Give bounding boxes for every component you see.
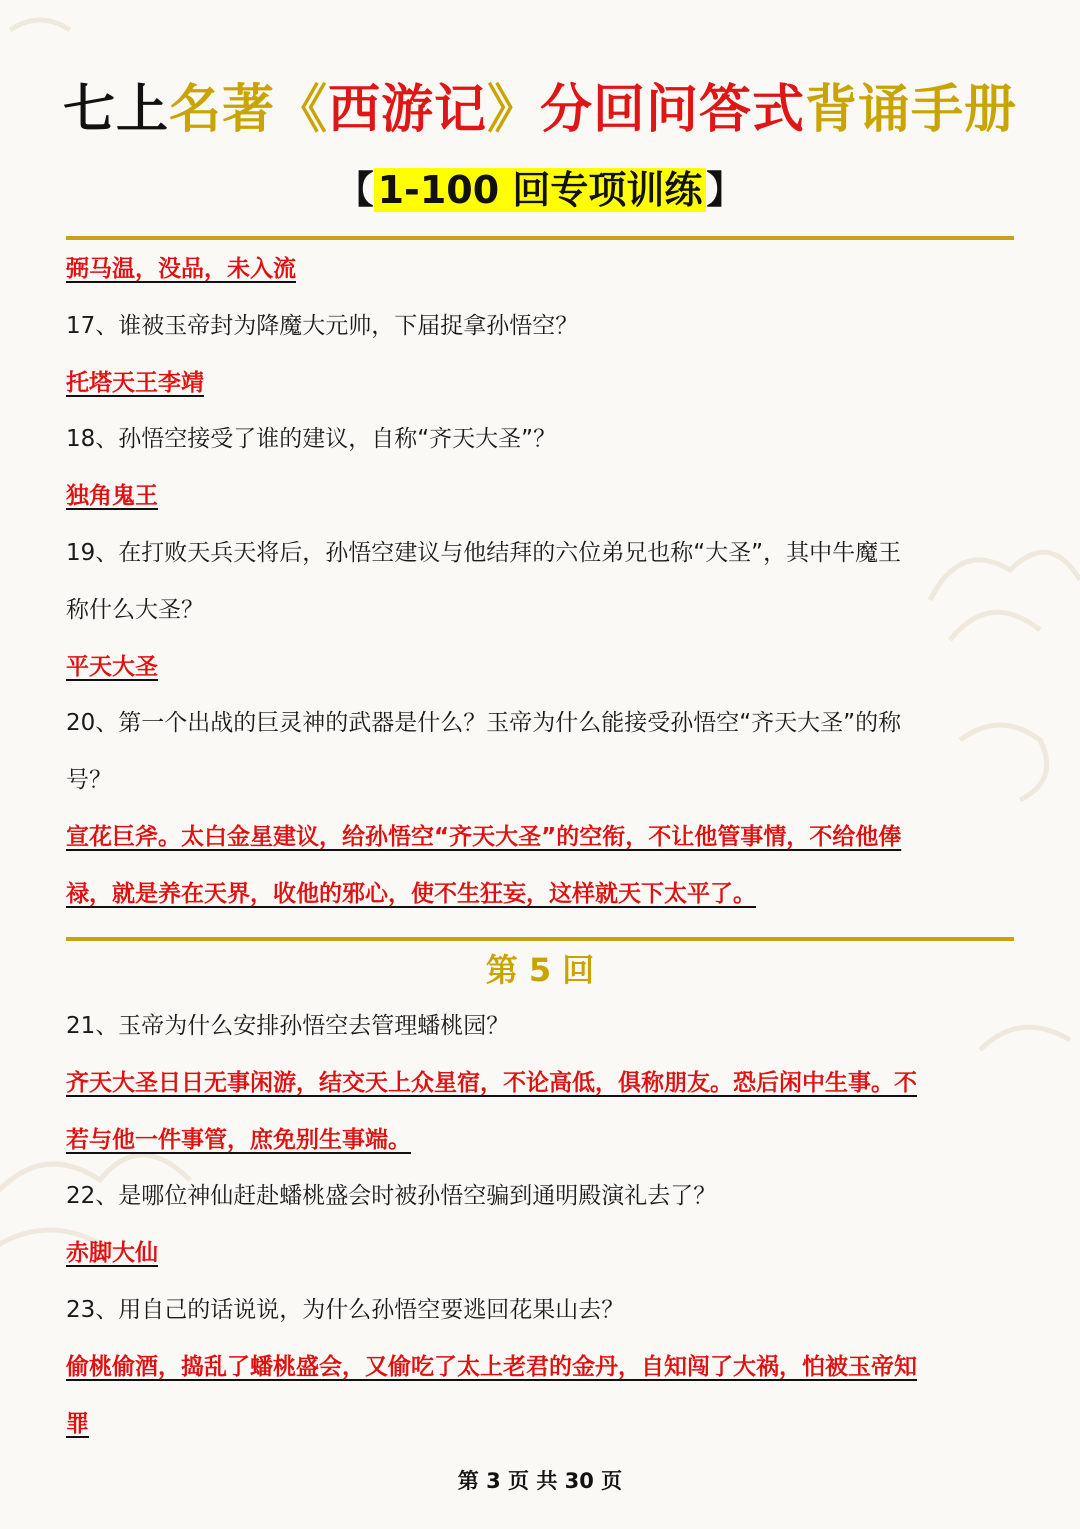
question-17: 17、谁被玉帝封为降魔大元帅，下届捉拿孙悟空？ — [66, 313, 579, 339]
answer-17 — [66, 366, 1016, 400]
question-20-line2: 号？ — [66, 767, 112, 793]
answer-16 — [66, 252, 1016, 286]
answer-21-line1 — [66, 1066, 1016, 1100]
chapter-heading: 第 5 回 — [485, 951, 595, 989]
question-23: 23、用自己的话说说，为什么孙悟空要逃回花果山去？ — [66, 1297, 625, 1323]
answer-23-line2 — [66, 1407, 1016, 1441]
answer-19-text: 平天大圣 — [66, 654, 158, 680]
question-20-line1: 20、第一个出战的巨灵神的武器是什么？玉帝为什么能接受孙悟空“齐天大圣”的称 — [66, 710, 902, 736]
answer-20-line2 — [66, 877, 1016, 911]
answer-18 — [66, 479, 1016, 513]
answer-21-line2 — [66, 1123, 1016, 1157]
answer-22 — [66, 1236, 1016, 1270]
question-19-line1: 19、在打败天兵天将后，孙悟空建议与他结拜的六位弟兄也称“大圣”，其中牛魔王 — [66, 540, 902, 566]
divider-top — [66, 236, 1014, 240]
title-part-qa: 分回问答式 — [540, 80, 806, 140]
answer-23-line1 — [66, 1350, 1016, 1384]
answer-21-text-2: 若与他一件事管，庶免别生事端。 — [66, 1127, 411, 1153]
divider-chapter — [66, 937, 1014, 941]
answer-20-text-1: 宣花巨斧。太白金星建议，给孙悟空“齐天大圣”的空衔，不让他管事情，不给他俸 — [66, 824, 902, 850]
title-part-grade: 七上 — [62, 80, 169, 140]
answer-16-text: 弼马温，没品，未入流 — [66, 256, 296, 282]
question-18: 18、孙悟空接受了谁的建议，自称“齐天大圣”？ — [66, 426, 557, 452]
title-part-book: 西游记 — [327, 80, 487, 140]
question-21: 21、玉帝为什么安排孙悟空去管理蟠桃园？ — [66, 1013, 510, 1039]
subtitle-highlight: 1-100 回专项训练 — [374, 168, 707, 212]
title-part-manual: 背诵手册 — [805, 80, 1018, 140]
answer-20-text-2: 禄，就是养在天界，收他的邪心，使不生狂妄，这样就天下太平了。 — [66, 881, 756, 907]
answer-17-text: 托塔天王李靖 — [66, 370, 204, 396]
answer-23-text-1: 偷桃偷酒，捣乱了蟠桃盛会，又偷吃了太上老君的金丹，自知闯了大祸，怕被玉帝知 — [66, 1354, 917, 1380]
page-title — [0, 74, 1080, 146]
subtitle-close-bracket: 】 — [706, 168, 745, 212]
question-22: 22、是哪位神仙赶赴蟠桃盛会时被孙悟空骗到通明殿演礼去了？ — [66, 1183, 717, 1209]
answer-20-line1 — [66, 820, 1016, 854]
title-part-classic: 名著《 — [168, 80, 328, 140]
answer-21-text-1: 齐天大圣日日无事闲游，结交天上众星宿，不论高低，俱称朋友。恐后闲中生事。不 — [66, 1070, 917, 1096]
page-number: 第 3 页 共 30 页 — [457, 1469, 623, 1493]
answer-18-text: 独角鬼王 — [66, 483, 158, 509]
page-subtitle — [0, 160, 1080, 220]
answer-23-text-2: 罪 — [66, 1411, 89, 1437]
subtitle-open-bracket: 【 — [335, 168, 374, 212]
answer-19 — [66, 650, 1016, 684]
title-part-bracket: 》 — [487, 80, 541, 140]
question-19-line2: 称什么大圣？ — [66, 597, 204, 623]
answer-22-text: 赤脚大仙 — [66, 1240, 158, 1266]
